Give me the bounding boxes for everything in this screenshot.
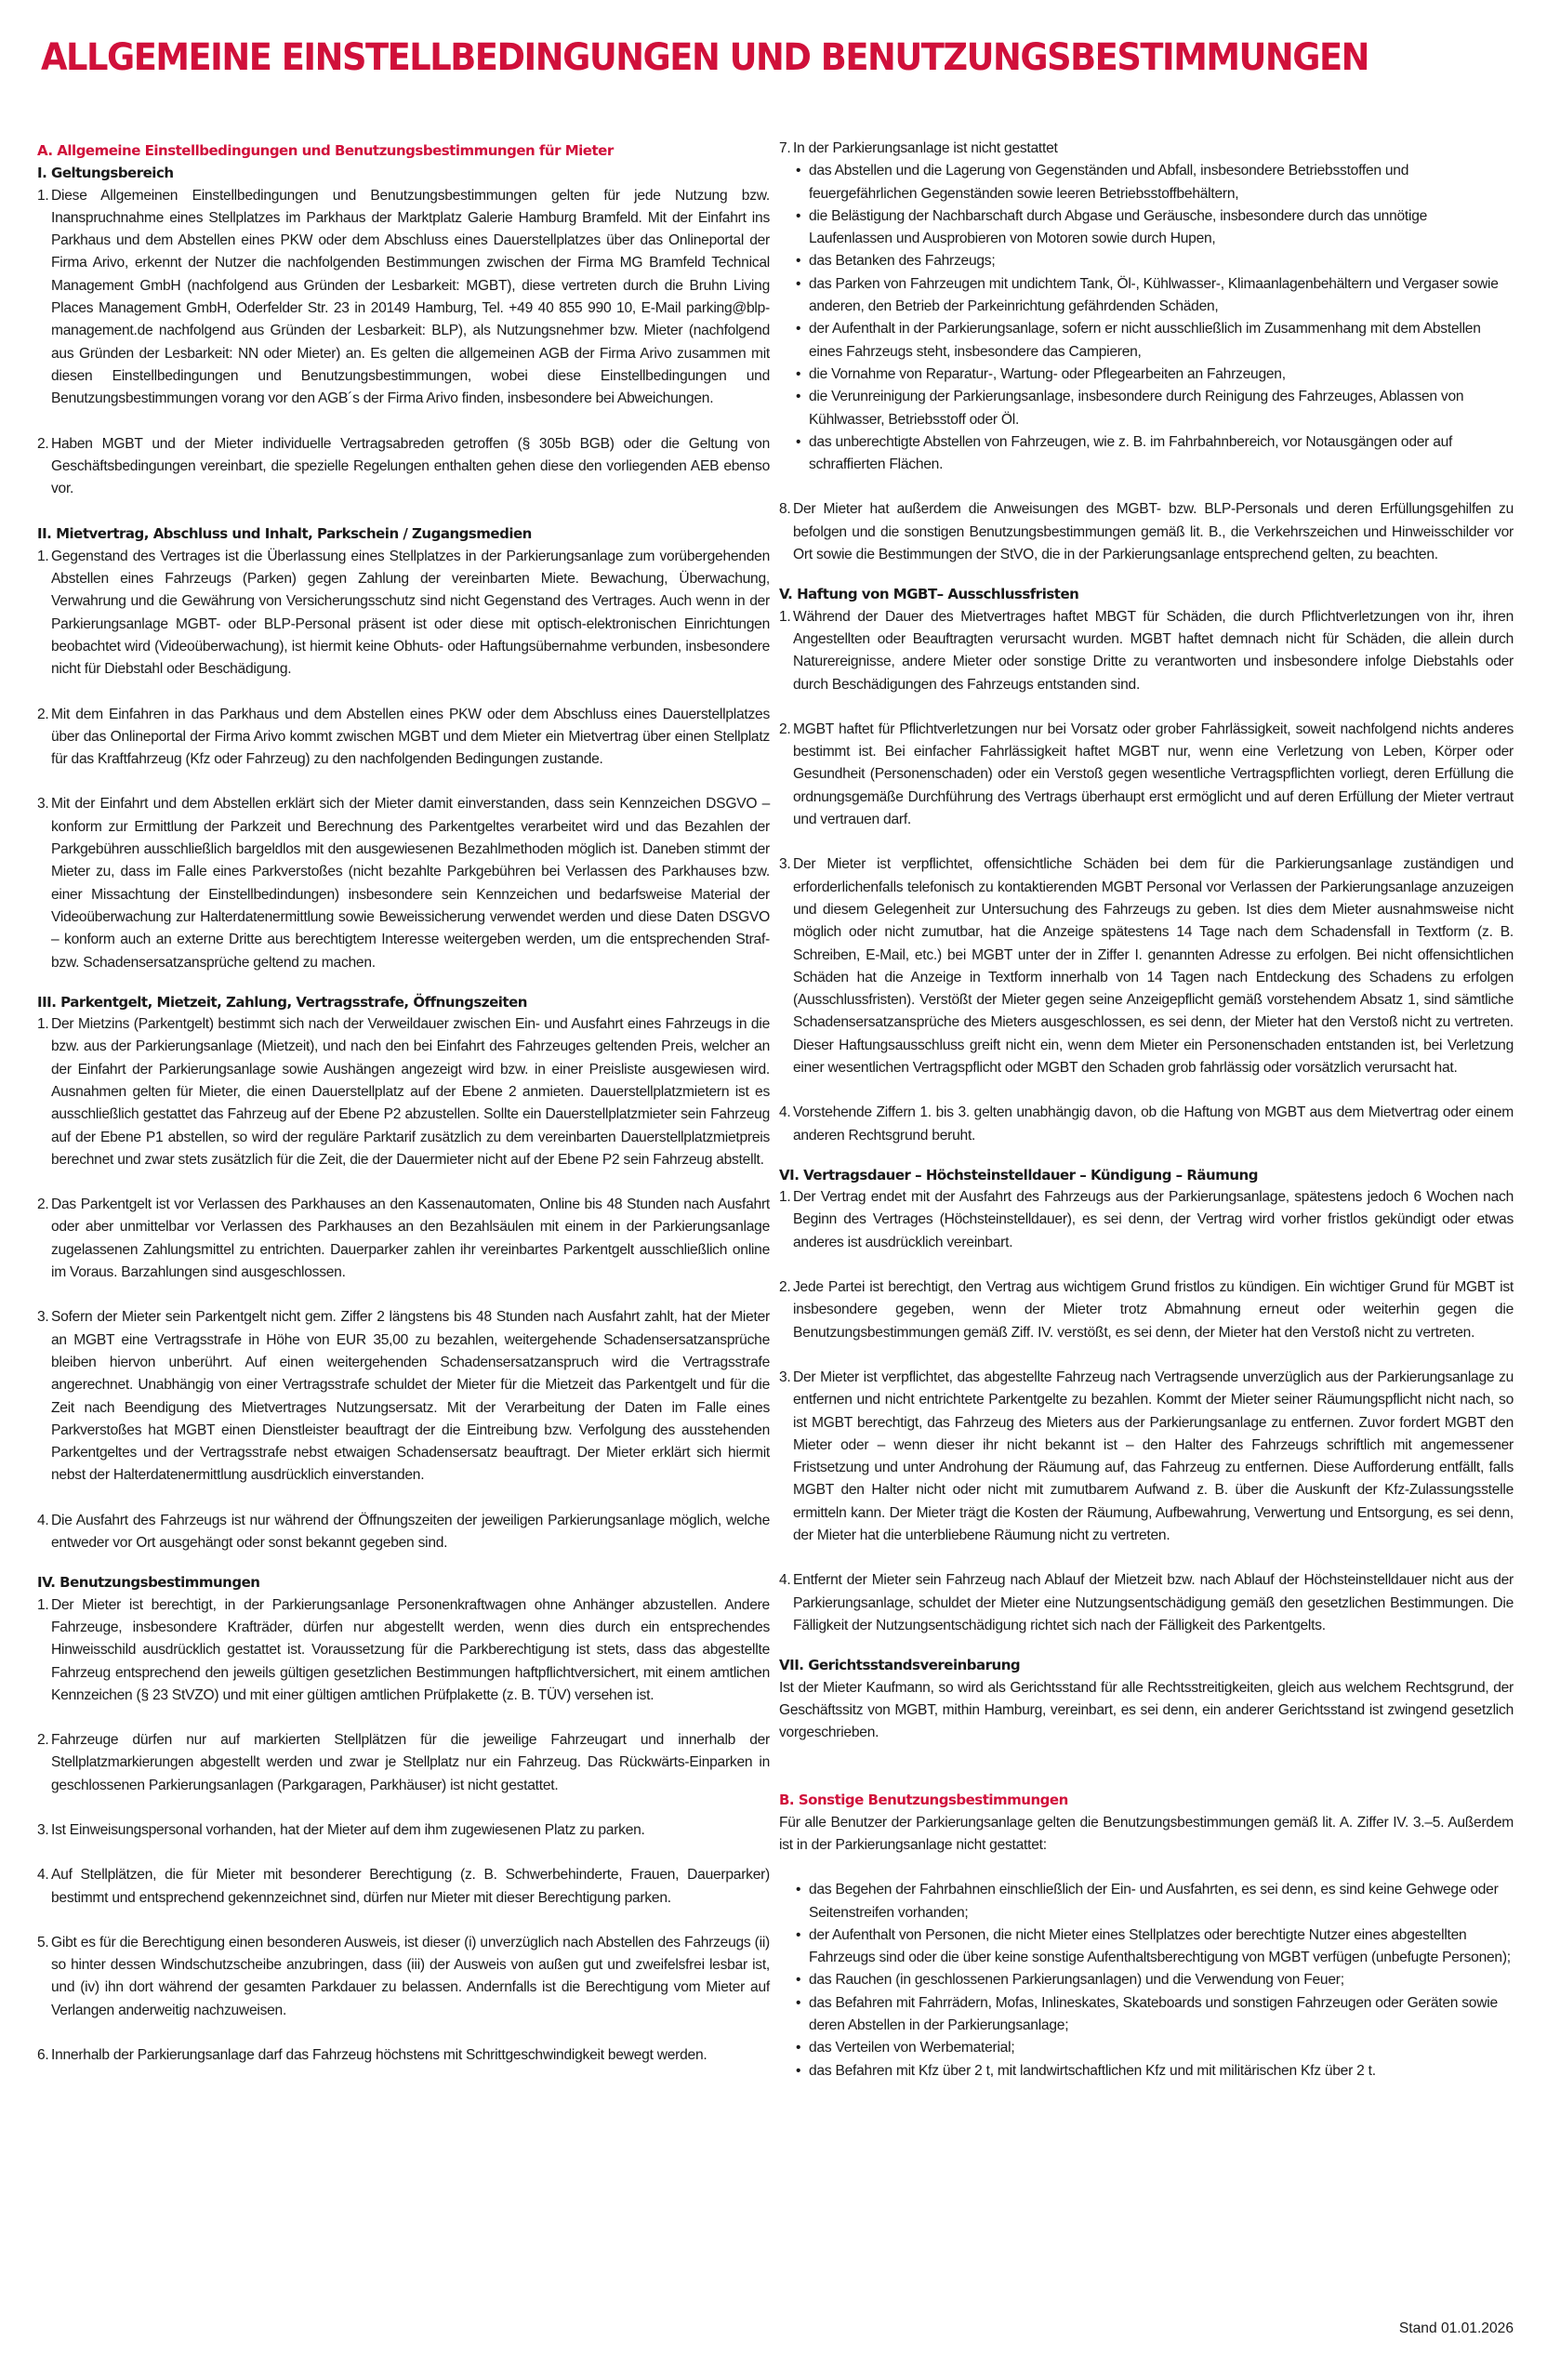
clause-number: 1. xyxy=(37,548,49,564)
section-i-heading: I. Geltungsbereich xyxy=(37,165,174,182)
clause-number: 1. xyxy=(779,1189,791,1206)
list-item xyxy=(796,2037,1514,2059)
list-item xyxy=(796,273,1514,319)
clause-text: Vorstehende Ziffern 1. bis 3. gelten unabhängig davon, ob die Haftung von MGBT aus dem Mietvertrag oder einem anderen Rechtsgrund beruht. xyxy=(793,1104,1514,1144)
clause-text: Diese Allgemeinen Einstellbedingungen und Benutzungsbestimmungen gelten für jede Nutzung bzw. Inanspruchnahme eines Stellplatzes im Parkhaus der Marktplatz Galerie Hamburg Bramfeld. Mit der Einfahrt ins Parkhaus und dem Abstellen eines PKW oder dem Abschluss eines Dauerstellplatzes über das Onlineportal der Firma Arivo, erkennt der Nutzer die nachfolgenden Bestimmungen zwischen der Firma MG Bramfeld Technical Management GmbH (nachfolgend aus Gründen der Lesbarkeit: MGBT), diese vertreten durch die Bruhn Living Places Management GmbH, Oderfelder Str. 23 in 20149 Hamburg, Tel. +49 40 855 990 10, E-Mail parking@blp-management.de nachfolgend aus Gründen der Lesbarkeit: BLP), als Nutzungsnehmer bzw. Mieter (nachfolgend aus Gründen der Lesbarkeit: NN oder Mieter) an. Es gelten die allgemeinen AGB der Firma Arivo zusammen mit diesen Einstellbedingungen und Benutzungsbestimmungen, wobei diese Einstellbedingungen und Benutzungsbestimmungen vorang vor den AGB´s der Firma Arivo finden, insbesondere bei Abweichungen. xyxy=(51,187,770,407)
clause-text: Der Mietzins (Parkentgelt) bestimmt sich nach der Verweildauer zwischen Ein- und Ausfahrt eines Fahrzeugs in die bzw. aus der Parkierungsanlage (Mietzeit), und nach den bei Einfahrt des Fahrzeuges geltenden Preis, welcher an der Einfahrt der Parkierungsanlage sowie Aushängen angezeigt wird bzw. in einer Preisliste ausgewiesen wird. Ausnahmen gelten für Mieter, die einen Dauerstellplatz auf der Ebene 2 anmieten. Dauerstellplatzmietern ist es ausschließlich gestattet das Fahrzeug auf der Ebene P2 abzustellen. Sollte ein Dauerstellplatzmieter sein Fahrzeug auf der Ebene P1 abstellen, so wird der reguläre Parktarif zusätzlich zu dem vereinbarten Dauerstellplatzmietpreis berechnet und zwar stets zusätzlich für die Zeit, die der Dauermieter nicht auf der Ebene P2 sein Fahrzeug abstellt. xyxy=(51,1016,770,1168)
stand-date: Stand 01.01.2026 xyxy=(1398,2320,1514,2336)
clause-ii-2 xyxy=(37,704,770,772)
bullet-icon: • xyxy=(796,433,801,450)
clause-number: 2. xyxy=(779,721,791,737)
clause-number: 2. xyxy=(779,1279,791,1296)
clause-iv-5 xyxy=(37,1932,770,2022)
clause-number: 4. xyxy=(37,1867,49,1884)
list-item-text: die Verunreinigung der Parkierungsanlage, insbesondere durch Reinigung des Fahrzeuges, Ablassen von Kühlwasser, Betriebsstoff oder Öl. xyxy=(809,389,1464,428)
clause-text: Der Mieter ist berechtigt, in der Parkierungsanlage Personenkraftwagen ohne Anhänger abzustellen. Andere Fahrzeuge, insbesondere Krafträder, dürfen nur abgestellt werden, wenn dies durch ein entsprechendes Hinweisschild ausdrücklich gestattet ist. Voraussetzung für die Parkberechtigung ist stets, dass das abgestellte Fahrzeug entsprechend den jeweils gültigen gesetzlichen Bestimmungen haftpflichtversichert, mit einem amtlichen Kennzeichen (§ 23 StVZO) und mit einer gültigen amtlichen Prüfplakette (z. B. TÜV) versehen ist. xyxy=(51,1596,770,1703)
clause-iv-6 xyxy=(37,2044,770,2067)
clause-number: 2. xyxy=(37,435,49,452)
part-b-intro: Für alle Benutzer der Parkierungsanlage gelten die Benutzungsbestimmungen gemäß lit. A. Ziffer IV. 3.–5. Außerdem ist in der Parkierungsanlage nicht gestattet: xyxy=(779,1814,1514,1853)
section-iii-heading: III. Parkentgelt, Mietzeit, Zahlung, Vertragsstrafe, Öffnungszeiten xyxy=(37,993,527,1011)
clause-number: 4. xyxy=(779,1104,791,1121)
clause-text: Der Vertrag endet mit der Ausfahrt des Fahrzeugs aus der Parkierungsanlage, spätestens jedoch 6 Wochen nach Beginn des Vertrages (Höchsteinstelldauer), es sei denn, der Vertrag wird vorher fristlos gekündigt oder etwas anderes ist ausdrücklich vereinbart. xyxy=(793,1189,1514,1250)
section-vii-text: Ist der Mieter Kaufmann, so wird als Gerichtsstand für alle Rechtsstreitigkeiten, gleich aus welchem Rechtsgrund, der Geschäftssitz von MGBT, mithin Hamburg, vereinbart, es sei denn, ein anderer Gerichtsstand ist zwingend gesetzlich vorgeschrieben. xyxy=(779,1679,1514,1741)
clause-vi-3 xyxy=(779,1367,1514,1547)
clause-i-2 xyxy=(37,433,770,501)
clause-text: Jede Partei ist berechtigt, den Vertrag aus wichtigem Grund fristlos zu kündigen. Ein wichtiger Grund für MGBT ist insbesondere gegeben, wenn der Mieter trotz Abmahnung erneut oder weiterhin gegen die Benutzungsbestimmungen gemäß Ziff. IV. verstößt, es sei denn, der Mieter hat den Verstoß nicht zu vertreten. xyxy=(793,1279,1514,1341)
list-item-text: das Parken von Fahrzeugen mit undichtem Tank, Öl-, Kühlwasser-, Klimaanlagenbehältern und Vergaser sowie anderen, den Betrieb der Parkeinrichtung gefährdenden Schäden, xyxy=(809,275,1499,315)
clause-v-3 xyxy=(779,853,1514,1079)
section-iv-heading: IV. Benutzungsbestimmungen xyxy=(37,1574,260,1592)
left-column xyxy=(37,139,770,2067)
clause-number: 3. xyxy=(779,1368,791,1385)
bullet-icon: • xyxy=(796,1882,801,1898)
list-item-text: das Abstellen und die Lagerung von Gegenständen und Abfall, insbesondere Betriebsstoffen und feuergefährlichen Gegenständen sowie leeren Betriebsstoffbehältern, xyxy=(809,163,1409,202)
clause-number: 1. xyxy=(37,1596,49,1613)
list-item-text: die Vornahme von Reparatur-, Wartung- oder Pflegearbeiten an Fahrzeugen, xyxy=(809,365,1286,382)
list-item-text: das Befahren mit Kfz über 2 t, mit landwirtschaftlichen Kfz und mit militärischen Kfz über 2 t. xyxy=(809,2062,1376,2079)
list-item xyxy=(796,1992,1514,2038)
clause-number: 1. xyxy=(37,187,49,204)
clause-number: 3. xyxy=(779,856,791,873)
part-b-list xyxy=(779,1879,1514,2082)
clause-text: Die Ausfahrt des Fahrzeugs ist nur während der Öffnungszeiten der jeweiligen Parkierungsanlage möglich, welche entweder vor Ort ausgehängt oder sonst bekannt gegeben sind. xyxy=(51,1512,770,1552)
clause-ii-3 xyxy=(37,793,770,973)
list-item-text: der Aufenthalt von Personen, die nicht Mieter eines Stellplatzes oder berechtigte Nutzer eines abgestellten Fahrzeugs sind oder die über keine sonstige Aufenthaltsberechtigung von MGBT verfügen (unbefugte Personen); xyxy=(809,1926,1511,1966)
clause-iii-1 xyxy=(37,1013,770,1171)
list-item xyxy=(796,386,1514,431)
clause-v-1 xyxy=(779,606,1514,696)
clause-text: MGBT haftet für Pflichtverletzungen nur bei Vorsatz oder grober Fahrlässigkeit, soweit nachfolgend nichts anderes bestimmt ist. Bei einfacher Fahrlässigkeit haftet MGBT nur, wenn eine Verletzung von Leben, Körper oder Gesundheit (Personenschaden) oder ein Verstoß gegen wesentliche Vertragspflichten vorliegt, deren Erfüllung die ordnungsgemäße Durchführung des Vertrags überhaupt erst ermöglicht und auf deren Erfüllung der Mieter vertraut und vertrauen darf. xyxy=(793,721,1514,828)
clause-iii-2 xyxy=(37,1194,770,1284)
clause-iv-7-list xyxy=(779,160,1514,476)
clause-text: Der Mieter ist verpflichtet, das abgestellte Fahrzeug nach Vertragsende unverzüglich aus der Parkierungsanlage zu entfernen und nicht entrichtete Parkentgelte zu bezahlen. Kommt der Mieter seiner Räumungspflicht nicht nach, so ist MGBT berechtigt, das Fahrzeug des Mieters aus der Parkierungsanlage zu entfernen. Zuvor fordert MGBT den Mieter oder – wenn dieser ihr nicht bekannt ist – den Halter des Fahrzeugs schriftlich mit angemessener Fristsetzung und unter Androhung der Räumung auf, das Fahrzeug zu entfernen. Diese Aufforderung entfällt, falls MGBT den Halter nicht oder nicht mit zumutbarem Aufwand z. B. über die Auskunft der Kfz-Zulassungsstelle ermitteln kann. Der Mieter trägt die Kosten der Räumung, Aufbewahrung, Verwertung und Entsorgung, es sei denn, der Mieter hat die unterbliebene Räumung nicht zu vertreten. xyxy=(793,1368,1514,1544)
list-item xyxy=(796,205,1514,251)
right-column xyxy=(779,138,1514,2082)
bullet-icon: • xyxy=(796,207,801,224)
list-item xyxy=(796,1924,1514,1970)
bullet-icon: • xyxy=(796,2062,801,2079)
clause-number: 4. xyxy=(37,1512,49,1528)
clause-i-1 xyxy=(37,185,770,411)
clause-text: Gegenstand des Vertrages ist die Überlassung eines Stellplatzes in der Parkierungsanlage zum vorübergehenden Abstellen eines Fahrzeugs (Parken) gegen Zahlung der vereinbarten Miete. Bewachung, Überwachung, Verwahrung und die Gewährung von Versicherungsschutz sind nicht Gegenstand des Vertrages. Auch wenn in der Parkierungsanlage MGBT- oder BLP-Personal präsent ist oder diese mit optisch-elektronischen Einrichtungen beobachtet wird (Videoüberwachung), ist hiermit keine Obhuts- oder Haftungsübernahme verbunden, insbesondere nicht für Diebstahl oder Beschädigung. xyxy=(51,548,770,678)
bullet-icon: • xyxy=(796,389,801,405)
clause-text: Während der Dauer des Mietvertrages haftet MBGT für Schäden, die durch Pflichtverletzungen von ihr, ihren Angestellten oder Beauftragten verursacht wurden. MGBT haftet demnach nicht für Schäden, die allein durch Naturereignisse, andere Mieter oder sonstige Dritte zu verantworten und insbesondere infolge Diebstahls oder durch Beschädigungen des Fahrzeugs entstanden sind. xyxy=(793,608,1514,693)
clause-number: 3. xyxy=(37,1309,49,1326)
bullet-icon: • xyxy=(796,1926,801,1943)
clause-v-4 xyxy=(779,1102,1514,1147)
clause-text: In der Parkierungsanlage ist nicht gestattet xyxy=(793,140,1058,156)
clause-text: Ist Einweisungspersonal vorhanden, hat der Mieter auf dem ihm zugewiesenen Platz zu parken. xyxy=(51,1822,645,1838)
bullet-icon: • xyxy=(796,275,801,292)
clause-vi-1 xyxy=(779,1186,1514,1254)
clause-text: Haben MGBT und der Mieter individuelle Vertragsabreden getroffen (§ 305b BGB) oder die Geltung von Geschäftsbedingungen vereinbart, die spezielle Regelungen enthalten gehen diese den vorliegenden AEB ebenso vor. xyxy=(51,435,770,497)
list-item xyxy=(796,1969,1514,1991)
list-item xyxy=(796,364,1514,386)
bullet-icon: • xyxy=(796,253,801,270)
bullet-icon: • xyxy=(796,1972,801,1989)
clause-number: 6. xyxy=(37,2047,49,2064)
list-item-text: das Verteilen von Werbematerial; xyxy=(809,2040,1015,2056)
clause-number: 5. xyxy=(37,1934,49,1950)
list-item-text: das Befahren mit Fahrrädern, Mofas, Inlineskates, Skateboards und sonstigen Fahrzeugen oder Geräten sowie deren Abstellen in der Parkierungsanlage; xyxy=(809,1994,1498,2034)
clause-text: Das Parkentgelt ist vor Verlassen des Parkhauses an den Kassenautomaten, Online bis 48 Stunden nach Ausfahrt oder aber unmittelbar vor Verlassen des Parkhauses an den Bezahlsäulen mit einem in der Parkierungsanlage zugelassenen Zahlungsmittel zu entrichten. Dauerparker zahlen ihr vereinbartes Parkentgelt ausschließlich online im Voraus. Barzahlungen sind ausgeschlossen. xyxy=(51,1197,770,1281)
clause-number: 2. xyxy=(37,1732,49,1749)
list-item-text: das Begehen der Fahrbahnen einschließlich der Ein- und Ausfahrten, es sei denn, es sind keine Gehwege oder Seitenstreifen vorhanden; xyxy=(809,1882,1499,1921)
clause-vi-4 xyxy=(779,1569,1514,1637)
clause-text: Der Mieter hat außerdem die Anweisungen des MGBT- bzw. BLP-Personals und deren Erfüllungsgehilfen zu befolgen und die sonstigen Benutzungsbestimmungen gemäß lit. B., die Verkehrszeichen und Hinweisschilder vor Ort sowie die Bestimmungen der StVO, die in der Parkierungsanlage entsprechend gelten, zu beachten. xyxy=(793,501,1514,563)
bullet-icon: • xyxy=(796,2040,801,2056)
clause-v-2 xyxy=(779,719,1514,831)
clause-text: Auf Stellplätzen, die für Mieter mit besonderer Berechtigung (z. B. Schwerbehinderte, Frauen, Dauerparker) bestimmt und entsprechend gekennzeichnet sind, dürfen nur Mieter mit dieser Berechtigung parken. xyxy=(51,1867,770,1906)
clause-text: Fahrzeuge dürfen nur auf markierten Stellplätzen für die jeweilige Fahrzeugart und innerhalb der Stellplatzmarkierungen abgestellt werden und zwar je Stellplatz nur ein Fahrzeug. Das Rückwärts-Einparken in geschlossenen Parkierungsanlagen (Parkgaragen, Parkhäuser) ist nicht gestattet. xyxy=(51,1732,770,1793)
clause-iii-4 xyxy=(37,1510,770,1555)
bullet-icon: • xyxy=(796,321,801,337)
clause-iv-4 xyxy=(37,1864,770,1910)
part-a-heading: A. Allgemeine Einstellbedingungen und Benutzungsbestimmungen für Mieter xyxy=(37,142,614,159)
section-v-heading: V. Haftung von MGBT– Ausschlussfristen xyxy=(779,586,1079,603)
clause-text: Gibt es für die Berechtigung einen besonderen Ausweis, ist dieser (i) unverzüglich nach Abstellen des Fahrzeugs (ii) so hinter dessen Windschutzscheibe anzubringen, dass (iii) der Ausweis von außen gut und zweifelsfrei lesbar ist, und (iv) ihn dort während der gesamten Parkdauer zu belassen. Andernfalls ist die Berechtigung vom Mieter auf Verlangen anderweitig nachzuweisen. xyxy=(51,1934,770,2018)
list-item xyxy=(796,2060,1514,2082)
clause-iv-7 xyxy=(779,138,1514,160)
clause-iv-1 xyxy=(37,1594,770,1707)
list-item-text: der Aufenthalt in der Parkierungsanlage, sofern er nicht ausschließlich im Zusammenhang mit dem Abstellen eines Fahrzeugs steht, insbesondere das Campieren, xyxy=(809,321,1481,360)
clause-number: 4. xyxy=(779,1572,791,1589)
clause-text: Sofern der Mieter sein Parkentgelt nicht gem. Ziffer 2 längstens bis 48 Stunden nach Ausfahrt zahlt, hat der Mieter an MGBT eine Vertragsstrafe in Höhe von EUR 35,00 zu bezahlen, weitergehende Schadensersatzansprüche bleiben hiervon unberührt. Auf einen weitergehenden Schadensersatzanspruch wird die Vertragsstrafe angerechnet. Unabhängig von einer Vertragsstrafe schuldet der Mieter für die Mietzeit das Parkentgelt und für die Zeit nach Beendigung des Mietvertrages Nutzungsersatz. Mit der Verarbeitung der Daten im Falle eines Parkverstoßes hat MGBT einen Dienstleister beauftragt der die Eintreibung bzw. Verfolgung des ausstehenden Parkentgeltes und der Vertragsstrafe nebst etwaigen Schadensersatz beauftragt. Der Mieter erklärt sich hiermit nebst der Halterdatenermittlung ausdrücklich einverstanden. xyxy=(51,1309,770,1484)
clause-iv-3 xyxy=(37,1819,770,1842)
list-item xyxy=(796,160,1514,205)
clause-iv-8 xyxy=(779,498,1514,566)
list-item-text: das Rauchen (in geschlossenen Parkierungsanlagen) und die Verwendung von Feuer; xyxy=(809,1972,1344,1989)
part-b-heading: B. Sonstige Benutzungsbestimmungen xyxy=(779,1792,1068,1809)
section-vi-heading: VI. Vertragsdauer – Höchsteinstelldauer – Kündigung – Räumung xyxy=(779,1166,1258,1183)
bullet-icon: • xyxy=(796,1994,801,2011)
clause-number: 3. xyxy=(37,796,49,813)
clause-text: Innerhalb der Parkierungsanlage darf das Fahrzeug höchstens mit Schrittgeschwindigkeit bewegt werden. xyxy=(51,2047,707,2064)
bullet-icon: • xyxy=(796,163,801,179)
clause-number: 7. xyxy=(779,140,791,156)
clause-text: Mit dem Einfahren in das Parkhaus und dem Abstellen eines PKW oder dem Abschluss eines Dauerstellplatzes über das Onlineportal der Firma Arivo kommt zwischen MGBT und dem Mieter ein Mietvertrag über einen Stellplatz für das Kraftfahrzeug (Kfz oder Fahrzeug) zu den nachfolgenden Bedingungen zustande. xyxy=(51,706,770,768)
list-item xyxy=(796,318,1514,364)
document-title: ALLGEMEINE EINSTELLBEDINGUNGEN UND BENUTZUNGSBESTIMMUNGEN xyxy=(41,36,1368,79)
list-item xyxy=(796,250,1514,272)
clause-number: 1. xyxy=(37,1016,49,1033)
list-item-text: das Betanken des Fahrzeugs; xyxy=(809,253,996,270)
section-vii-heading: VII. Gerichtsstandsvereinbarung xyxy=(779,1657,1021,1674)
clause-text: Entfernt der Mieter sein Fahrzeug nach Ablauf der Mietzeit bzw. nach Ablauf der Höchsteinstelldauer nicht aus der Parkierungsanlage, schuldet der Mieter eine Nutzungsentschädigung gemäß den gesetzlichen Bestimmungen. Die Fälligkeit der Nutzungsentschädigung richtet sich nach der Fälligkeit des Parkentgelts. xyxy=(793,1572,1514,1633)
clause-text: Der Mieter ist verpflichtet, offensichtliche Schäden bei dem für die Parkierungsanlage zuständigen und erforderlichenfalls telefonisch zu kontaktierenden MGBT Personal vor Verlassen der Parkierungsanlage anzuzeigen und diesem Gelegenheit zur Untersuchung des Fahrzeugs zu geben. Ist dies dem Mieter ausnahmsweise nicht möglich oder nicht zumutbar, hat die Anzeige spätestens 14 Tage nach dem Schadensfall in Textform (z. B. Schreiben, E-Mail, etc.) bei MGBT unter der in Ziffer I. genannten Adresse zu erfolgen. Bei nicht offensichtlichen Schäden hat die Anzeige in Textform innerhalb von 14 Tagen nach Entdeckung des Schadens zu erfolgen (Ausschlussfristen). Verstößt der Mieter gegen seine Anzeigepflicht gemäß vorstehendem Absatz 1, sind sämtliche Schadensersatzansprüche des Mieters ausgeschlossen, es sei denn, der Mieter hat den Verstoß nicht zu vertreten. Dieser Haftungsausschluss greift nicht ein, wenn dem Mieter ein Personenschaden entstanden ist, bei Verletzung einer wesentlichen Vertragspflicht oder MGBT den Schaden grob fahrlässig oder vorsätzlich verursacht hat. xyxy=(793,856,1514,1076)
list-item-text: das unberechtigte Abstellen von Fahrzeugen, wie z. B. im Fahrbahnbereich, vor Notausgängen oder auf schraffierten Flächen. xyxy=(809,433,1453,473)
clause-number: 2. xyxy=(37,1197,49,1213)
clause-number: 2. xyxy=(37,706,49,722)
list-item xyxy=(796,1879,1514,1924)
clause-number: 3. xyxy=(37,1822,49,1838)
list-item xyxy=(796,431,1514,477)
list-item-text: die Belästigung der Nachbarschaft durch Abgase und Geräusche, insbesondere durch das unnötige Laufenlassen und Ausprobieren von Motoren sowie durch Hupen, xyxy=(809,207,1428,247)
clause-vi-2 xyxy=(779,1276,1514,1344)
clause-text: Mit der Einfahrt und dem Abstellen erklärt sich der Mieter damit einverstanden, dass sein Kennzeichen DSGVO – konform zur Ermittlung der Parkzeit und Berechnung des Parkentgeltes verarbeitet wird und das Bezahlen der Parkgebühren ausschließlich bargeldlos mit den ausgewiesenen Bezahlmethoden möglich ist. Daneben stimmt der Mieter zu, dass im Falle eines Parkverstoßes (nicht bezahlte Parkgebühren bei Verlassen des Parkhauses bzw. einer Missachtung der Einstellbedindungen) insbesondere sein Kennzeichen und bedarfsweise Material der Videoüberwachung zur Halterdatenermittlung sowie Beweissicherung verwendet werden und diese Daten DSGVO – konform auch an externe Dritte aus berechtigtem Interesse weitergeben werden, um die entsprechenden Straf- bzw. Schadensersatzansprüche geltend zu machen. xyxy=(51,796,770,971)
clause-number: 8. xyxy=(779,501,791,518)
clause-iii-3 xyxy=(37,1306,770,1487)
section-ii-heading: II. Mietvertrag, Abschluss und Inhalt, Parkschein / Zugangsmedien xyxy=(37,525,532,543)
clause-ii-1 xyxy=(37,546,770,681)
bullet-icon: • xyxy=(796,365,801,382)
clause-iv-2 xyxy=(37,1729,770,1797)
clause-number: 1. xyxy=(779,608,791,625)
